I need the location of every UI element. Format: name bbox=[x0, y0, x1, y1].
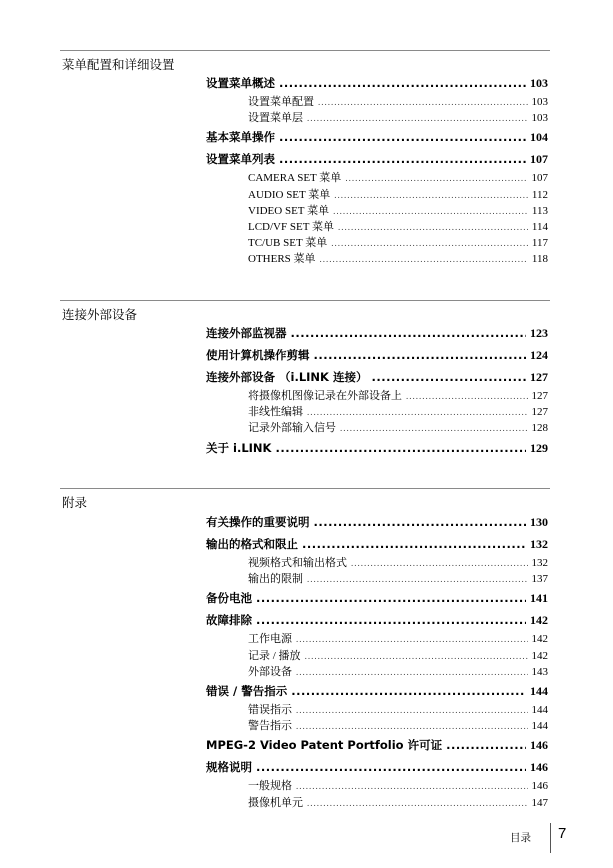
toc-entry-page: 142 bbox=[531, 649, 548, 662]
dot-leader bbox=[318, 94, 528, 110]
toc-entry-page: 127 bbox=[531, 390, 548, 402]
toc-entry-page: 127 bbox=[531, 406, 548, 419]
toc-entry[interactable] bbox=[206, 718, 548, 734]
toc-entry-label: 连接外部设备 （i.LINK 连接） bbox=[206, 370, 368, 384]
toc-entry[interactable] bbox=[206, 344, 548, 366]
dot-leader bbox=[296, 702, 528, 718]
toc-entry[interactable] bbox=[206, 170, 548, 186]
toc-entry-label: 一般规格 bbox=[248, 780, 292, 793]
toc-entry-page: 146 bbox=[530, 760, 548, 775]
toc-entry-label: 故障排除 bbox=[206, 613, 252, 628]
dot-leader bbox=[256, 756, 526, 778]
toc-entry-label: LCD/VF SET 菜单 bbox=[248, 220, 334, 233]
dot-leader bbox=[296, 631, 528, 647]
toc-entry[interactable] bbox=[206, 251, 548, 267]
dot-leader bbox=[446, 734, 526, 756]
toc-entry-page: 132 bbox=[530, 537, 548, 551]
dot-leader bbox=[296, 778, 528, 794]
toc-entry[interactable] bbox=[206, 609, 548, 631]
toc-entry-label: CAMERA SET 菜单 bbox=[248, 172, 342, 185]
toc-list bbox=[206, 511, 548, 811]
toc-entry-page: 113 bbox=[531, 204, 548, 217]
toc-entry-page: 144 bbox=[531, 720, 548, 733]
dot-leader bbox=[406, 388, 528, 404]
toc-entry-label: 连接外部监视器 bbox=[206, 326, 287, 340]
page-number: 7 bbox=[558, 825, 567, 842]
toc-entry-label: 工作电源 bbox=[248, 633, 292, 646]
toc-entry[interactable] bbox=[206, 219, 548, 235]
dot-leader bbox=[307, 110, 528, 126]
toc-entry-page: 123 bbox=[530, 326, 548, 340]
toc-entry-label: 设置菜单配置 bbox=[248, 96, 314, 108]
toc-entry-page: 129 bbox=[530, 440, 548, 455]
dot-leader bbox=[331, 235, 528, 251]
dot-leader bbox=[351, 555, 528, 571]
dot-leader bbox=[345, 170, 527, 186]
toc-entry-label: 记录 / 播放 bbox=[248, 649, 301, 662]
toc-entry-page: 144 bbox=[531, 703, 548, 716]
toc-entry-label: 将摄像机图像记录在外部设备上 bbox=[248, 390, 402, 402]
toc-entry[interactable] bbox=[206, 235, 548, 251]
toc-entry[interactable] bbox=[206, 110, 548, 126]
toc-entry-label: 设置菜单层 bbox=[248, 112, 303, 125]
dot-leader bbox=[307, 795, 528, 811]
toc-entry[interactable] bbox=[206, 702, 548, 718]
toc-entry-label: 视频格式和输出格式 bbox=[248, 557, 347, 569]
toc-entry[interactable] bbox=[206, 437, 548, 459]
toc-entry[interactable] bbox=[206, 203, 548, 219]
toc-entry[interactable] bbox=[206, 587, 548, 609]
toc-entry[interactable] bbox=[206, 511, 548, 533]
toc-entry-page: 144 bbox=[530, 683, 548, 698]
toc-entry[interactable] bbox=[206, 322, 548, 344]
toc-entry-label: 规格说明 bbox=[206, 760, 252, 775]
toc-entry[interactable] bbox=[206, 734, 548, 756]
toc-entry-label: 外部设备 bbox=[248, 665, 292, 678]
toc-entry-label: 摄像机单元 bbox=[248, 796, 303, 809]
dot-leader bbox=[305, 648, 528, 664]
section-title: 连接外部设备 bbox=[62, 307, 138, 322]
toc-entry-label: 关于 i.LINK bbox=[206, 440, 272, 455]
dot-leader bbox=[307, 404, 528, 420]
dot-leader bbox=[307, 571, 528, 587]
toc-entry-label: OTHERS 菜单 bbox=[248, 253, 316, 266]
toc-list bbox=[206, 322, 548, 459]
toc-entry-label: 基本菜单操作 bbox=[206, 130, 275, 145]
section-title: 菜单配置和详细设置 bbox=[62, 57, 175, 72]
toc-entry-page: 147 bbox=[531, 796, 548, 809]
dot-leader bbox=[334, 187, 528, 203]
toc-entry[interactable] bbox=[206, 388, 548, 404]
toc-entry-page: 127 bbox=[530, 370, 548, 384]
toc-entry-label: 有关操作的重要说明 bbox=[206, 515, 310, 529]
toc-entry[interactable] bbox=[206, 72, 548, 94]
toc-entry-label: 设置菜单概述 bbox=[206, 76, 275, 90]
toc-entry-label: 警告指示 bbox=[248, 720, 292, 733]
toc-entry-page: 124 bbox=[530, 348, 548, 362]
toc-entry-page: 130 bbox=[530, 515, 548, 529]
toc-entry[interactable] bbox=[206, 631, 548, 647]
toc-entry-page: 117 bbox=[531, 237, 548, 250]
toc-entry[interactable] bbox=[206, 404, 548, 420]
dot-leader bbox=[296, 718, 528, 734]
toc-entry-page: 143 bbox=[531, 665, 548, 678]
toc-entry-page: 112 bbox=[531, 188, 548, 201]
dot-leader bbox=[314, 511, 527, 533]
dot-leader bbox=[256, 587, 526, 609]
toc-entry-page: 107 bbox=[531, 172, 548, 185]
toc-entry-page: 128 bbox=[531, 422, 548, 435]
toc-entry-label: 输出的格式和限止 bbox=[206, 537, 298, 551]
toc-entry[interactable] bbox=[206, 778, 548, 794]
toc-entry[interactable] bbox=[206, 680, 548, 702]
toc-entry[interactable] bbox=[206, 148, 548, 170]
toc-entry-label: MPEG-2 Video Patent Portfolio 许可证 bbox=[206, 738, 443, 753]
toc-entry[interactable] bbox=[206, 664, 548, 680]
toc-entry-label: VIDEO SET 菜单 bbox=[248, 204, 330, 217]
toc-entry[interactable] bbox=[206, 571, 548, 587]
toc-entry-page: 104 bbox=[530, 130, 548, 145]
toc-entry-page: 103 bbox=[530, 76, 548, 90]
toc-entry-label: 记录外部输入信号 bbox=[248, 422, 336, 435]
toc-list bbox=[206, 72, 548, 268]
toc-entry[interactable] bbox=[206, 187, 548, 203]
toc-entry-page: 146 bbox=[531, 780, 548, 793]
toc-entry-label: 错误 / 警告指示 bbox=[206, 683, 288, 698]
dot-leader bbox=[279, 126, 526, 148]
toc-entry[interactable] bbox=[206, 648, 548, 664]
dot-leader bbox=[279, 148, 526, 170]
dot-leader bbox=[275, 437, 526, 459]
footer-divider bbox=[550, 823, 551, 853]
toc-entry-page: 103 bbox=[531, 96, 548, 108]
toc-entry-label: 非线性编辑 bbox=[248, 406, 303, 419]
toc-entry-label: 输出的限制 bbox=[248, 573, 303, 586]
dot-leader bbox=[296, 664, 528, 680]
toc-entry[interactable] bbox=[206, 94, 548, 110]
toc-entry-page: 146 bbox=[530, 738, 548, 753]
toc-entry-label: 设置菜单列表 bbox=[206, 152, 275, 167]
dot-leader bbox=[338, 219, 528, 235]
toc-entry[interactable] bbox=[206, 420, 548, 436]
footer-label: 目录 bbox=[510, 832, 531, 844]
toc-entry-label: TC/UB SET 菜单 bbox=[248, 237, 328, 250]
toc-entry-page: 142 bbox=[531, 633, 548, 646]
dot-leader bbox=[291, 322, 527, 344]
toc-entry[interactable] bbox=[206, 555, 548, 571]
dot-leader bbox=[314, 344, 527, 366]
toc-entry-page: 137 bbox=[531, 573, 548, 586]
toc-entry-page: 114 bbox=[531, 220, 548, 233]
section-divider bbox=[60, 300, 550, 301]
dot-leader bbox=[291, 680, 526, 702]
toc-entry-label: 使用计算机操作剪辑 bbox=[206, 348, 310, 362]
toc-entry[interactable] bbox=[206, 366, 548, 388]
dot-leader bbox=[320, 251, 528, 267]
toc-entry-label: AUDIO SET 菜单 bbox=[248, 188, 331, 201]
section-title: 附录 bbox=[62, 495, 88, 510]
toc-entry-page: 107 bbox=[530, 152, 548, 167]
toc-entry-page: 142 bbox=[530, 613, 548, 628]
toc-entry[interactable] bbox=[206, 756, 548, 778]
section-divider bbox=[60, 488, 550, 489]
toc-entry[interactable] bbox=[206, 533, 548, 555]
toc-entry[interactable] bbox=[206, 126, 548, 148]
toc-entry-page: 132 bbox=[531, 557, 548, 569]
dot-leader bbox=[302, 533, 526, 555]
toc-entry-page: 141 bbox=[530, 591, 548, 606]
toc-entry-page: 103 bbox=[531, 112, 548, 125]
dot-leader bbox=[333, 203, 528, 219]
section-divider bbox=[60, 50, 550, 51]
toc-entry[interactable] bbox=[206, 795, 548, 811]
toc-entry-page: 118 bbox=[531, 253, 548, 266]
dot-leader bbox=[340, 420, 528, 436]
toc-entry-label: 备份电池 bbox=[206, 591, 252, 606]
dot-leader bbox=[371, 366, 526, 388]
toc-entry-label: 错误指示 bbox=[248, 703, 292, 716]
dot-leader bbox=[279, 72, 526, 94]
dot-leader bbox=[256, 609, 526, 631]
